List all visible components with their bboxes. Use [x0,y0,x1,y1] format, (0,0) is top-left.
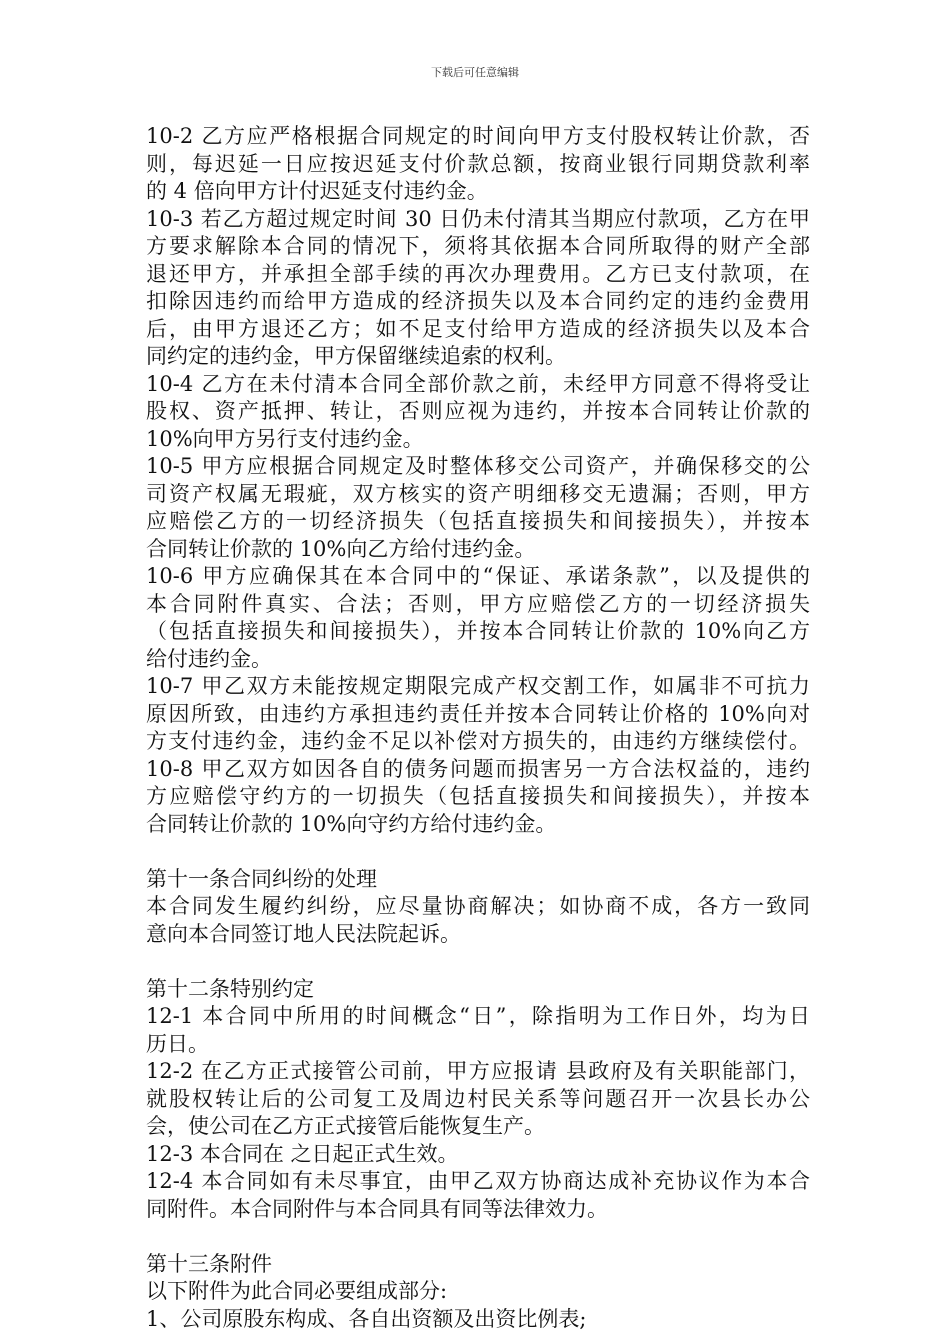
text-line: 方支付违约金，违约金不足以补偿对方损失的，由违约方继续偿付。 [146,729,810,753]
text-line: 合同转让价款的 10%向乙方给付违约金。 [146,536,536,561]
text-line: 1、公司原股东构成、各自出资额及出资比例表; [146,1306,587,1331]
text-line: 第十一条合同纠纷的处理 [146,866,377,891]
blank-line [146,948,810,976]
text-line: 历日。 [146,1031,209,1056]
text-line: 以下附件为此合同必要组成部分: [146,1279,448,1303]
text-line: 退还甲方，并承担全部手续的再次办理费用。乙方已支付款项，在 [146,261,810,286]
blank-line [146,838,810,866]
text-line: 10-4 乙方在未付清本合同全部价款之前，未经甲方同意不得将受让 [146,371,810,396]
text-line: 意向本合同签订地人民法院起诉。 [146,921,461,946]
text-line: 同约定的违约金，甲方保留继续追索的权利。 [146,344,566,368]
text-line: 则，每迟延一日应按迟延支付价款总额，按商业银行同期贷款利率 [146,151,810,176]
text-line: 12-1 本合同中所用的时间概念“日”，除指明为工作日外，均为日 [146,1004,810,1028]
text-line: 10-3 若乙方超过规定时间 30 日仍未付清其当期应付款项，乙方在甲 [146,206,810,231]
text-line: （包括直接损失和间接损失），并按本合同转让价款的 10%向乙方 [146,619,810,643]
text-line: 10-2 乙方应严格根据合同规定的时间向甲方支付股权转让价款，否 [146,124,810,148]
text-line: 10-5 甲方应根据合同规定及时整体移交公司资产，并确保移交的公 [146,454,810,478]
text-line: 12-2 在乙方正式接管公司前，甲方应报请 县政府及有关职能部门， [146,1059,810,1083]
text-line: 12-4 本合同如有未尽事宜，由甲乙双方协商达成补充协议作为本合 [146,1169,810,1193]
text-line: 后，由甲方退还乙方；如不足支付给甲方造成的经济损失以及本合 [146,316,810,341]
text-line: 的 4 倍向甲方计付迟延支付违约金。 [146,179,488,203]
text-line: 合同转让价款的 10%向守约方给付违约金。 [146,811,557,836]
text-line: 10-8 甲乙双方如因各自的债务问题而损害另一方合法权益的，违约 [146,756,810,781]
text-line: 本合同发生履约纠纷，应尽量协商解决；如协商不成，各方一致同 [146,894,810,918]
page-header-note: 下载后可任意编辑 [431,66,519,79]
blank-line [146,1223,810,1251]
text-line: 股权、资产抵押、转让，否则应视为违约，并按本合同转让价款的 [146,399,810,423]
text-line: 扣除因违约而给甲方造成的经济损失以及本合同约定的违约金费用 [146,289,810,313]
text-line: 第十二条特别约定 [146,976,314,1001]
text-line: 10-7 甲乙双方未能按规定期限完成产权交割工作，如属非不可抗力 [146,674,810,698]
text-line: 原因所致，由违约方承担违约责任并按本合同转让价格的 10%向对 [146,701,810,726]
text-line: 给付违约金。 [146,646,272,671]
text-line: 本合同附件真实、合法；否则，甲方应赔偿乙方的一切经济损失 [146,591,810,616]
text-line: 方应赔偿守约方的一切损失（包括直接损失和间接损失），并按本 [146,784,810,808]
text-line: 10%向甲方另行支付违约金。 [146,426,424,451]
text-line: 司资产权属无瑕疵，双方核实的资产明细移交无遗漏；否则，甲方 [146,481,810,506]
text-line: 第十三条附件 [146,1251,272,1276]
document-body [146,123,810,1333]
text-line: 会，使公司在乙方正式接管后能恢复生产。 [146,1114,545,1138]
text-line: 应赔偿乙方的一切经济损失（包括直接损失和间接损失），并按本 [146,509,810,533]
text-line: 10-6 甲方应确保其在本合同中的“保证、承诺条款”，以及提供的 [146,564,810,588]
text-line: 就股权转让后的公司复工及周边村民关系等问题召开一次县长办公 [146,1086,810,1111]
text-line: 方要求解除本合同的情况下，须将其依据本合同所取得的财产全部 [146,234,810,258]
text-line: 12-3 本合同在 之日起正式生效。 [146,1141,459,1166]
text-line: 同附件。本合同附件与本合同具有同等法律效力。 [146,1196,608,1221]
